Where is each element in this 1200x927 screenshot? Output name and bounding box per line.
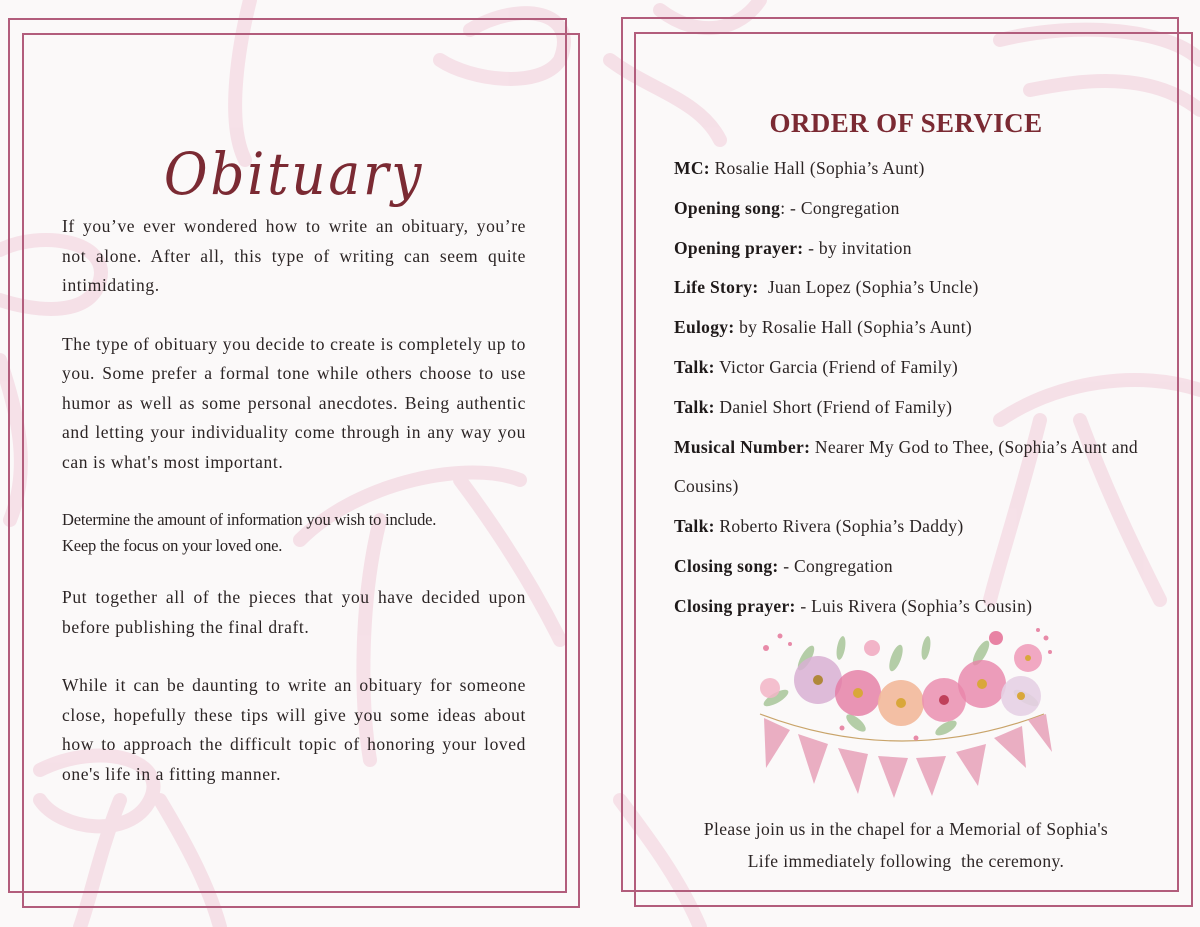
service-item-label: Talk: — [674, 396, 715, 417]
service-item — [674, 189, 1174, 229]
obituary-paragraph: If you’ve ever wondered how to write an obituary, you’re not alone. After all, this type of writing can seem quite intimidating. — [62, 216, 526, 295]
obituary-page — [22, 33, 566, 892]
service-item-value: - Congregation — [778, 555, 893, 576]
service-item — [674, 388, 1174, 428]
service-item-label: Life Story: — [674, 277, 759, 298]
closing-note-line: Life immediately following the ceremony. — [747, 851, 1065, 871]
obituary-line: Keep the focus on your loved one. — [62, 536, 283, 555]
order-of-service-list — [674, 149, 1174, 627]
closing-note-line: Please join us in the chapel for a Memorial of Sophia's — [703, 819, 1109, 839]
service-item-label: Talk: — [674, 516, 715, 537]
service-item-label: Talk: — [674, 356, 715, 377]
service-item — [674, 428, 1174, 508]
obituary-body — [62, 212, 526, 789]
service-item-value: by Rosalie Hall (Sophia’s Aunt) — [734, 317, 973, 338]
service-item — [674, 348, 1174, 388]
service-item — [674, 547, 1174, 587]
service-item — [674, 149, 1174, 189]
service-item-value: Daniel Short (Friend of Family) — [714, 396, 953, 417]
service-item-label: Musical Number: — [674, 436, 811, 457]
service-item-value: : - Congregation — [780, 197, 900, 218]
closing-note — [634, 813, 1178, 877]
service-item-value: Roberto Rivera (Sophia’s Daddy) — [714, 516, 964, 537]
service-item-value: - Luis Rivera (Sophia’s Cousin) — [795, 595, 1033, 616]
obituary-paragraph: While it can be daunting to write an obituary for someone close, hopefully these tips will give you some ideas about how to approach the difficult topic of honoring your loved one's life in a fitting manner. — [62, 675, 526, 784]
service-item-label: Opening song — [674, 197, 781, 218]
service-item — [674, 268, 1174, 308]
service-item-label: Closing song: — [674, 555, 779, 576]
service-item-label: MC: — [674, 158, 710, 178]
service-item-label: Eulogy: — [674, 317, 735, 338]
service-item-label: Closing prayer: — [674, 595, 796, 616]
floral-bunting-icon — [746, 618, 1058, 798]
obituary-paragraph — [62, 507, 526, 559]
service-item — [674, 507, 1174, 547]
obituary-title: Obituary — [163, 139, 425, 208]
obituary-paragraph: The type of obituary you decide to create is completely up to you. Some prefer a formal tone while others choose to use humor as well as some personal anecdotes. Being authentic and letting your individuality come through in any way you can is what's most important. — [62, 333, 526, 472]
obituary-line: Determine the amount of information you wish to include. — [62, 510, 437, 529]
service-item-label: Opening prayer: — [674, 237, 804, 258]
obituary-paragraph: Put together all of the pieces that you have decided upon before publishing the final draft. — [62, 587, 526, 637]
service-item-value: Victor Garcia (Friend of Family) — [714, 356, 959, 377]
service-item-value: Rosalie Hall (Sophia’s Aunt) — [709, 158, 925, 178]
service-item-value: Nearer My God to Thee, (Sophia’s Aunt and Cousins) — [674, 436, 1138, 497]
service-item-value: - by invitation — [803, 237, 912, 258]
order-of-service-page — [634, 32, 1178, 891]
service-item-value: Juan Lopez (Sophia’s Uncle) — [758, 277, 979, 298]
service-item — [674, 229, 1174, 269]
order-of-service-title: ORDER OF SERVICE — [769, 108, 1043, 139]
service-item — [674, 308, 1174, 348]
